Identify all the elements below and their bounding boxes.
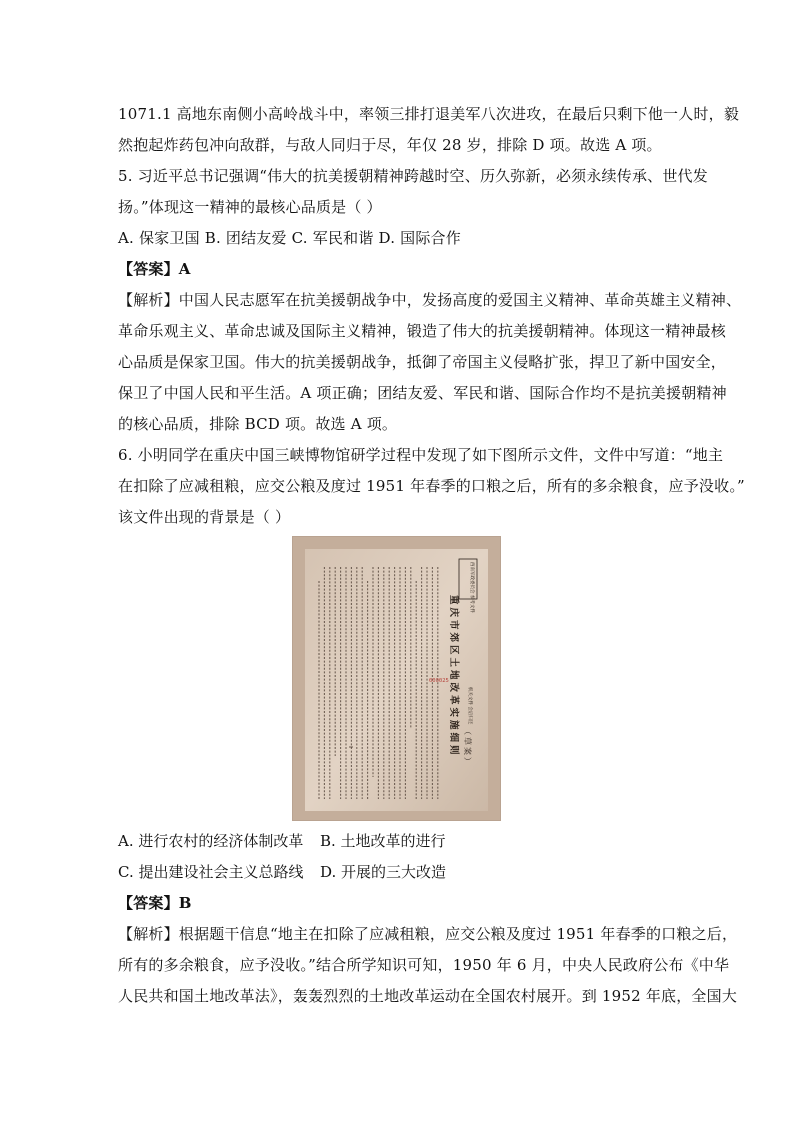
question-6-stem: 在扣除了应减租粮，应交公粮及度过 1951 年春季的口粮之后，所有的多余粮食，应予没收。” <box>118 477 745 495</box>
paragraph-line: 然抱起炸药包冲向敌群，与敌人同归于尽，年仅 28 岁，排除 D 项。故选 A 项。 <box>118 136 662 154</box>
document-title: 重庆市郊区土地改革实施细则 <box>448 595 459 758</box>
document-stamp-number: 000025 <box>429 678 449 684</box>
question-5-options: A. 保家卫国 B. 团结友爱 C. 军民和谐 D. 国际合作 <box>118 229 461 247</box>
question-6-answer: 【答案】B <box>118 894 192 912</box>
question-5-explanation: 的核心品质，排除 BCD 项。故选 A 项。 <box>118 415 398 433</box>
question-6-option-a: A. 进行农村的经济体制改革 <box>118 832 304 850</box>
question-6-option-b: B. 土地改革的进行 <box>320 832 446 850</box>
question-5-explanation: 【解析】中国人民志愿军在抗美援朝战争中，发扬高度的爱国主义精神、革命英雄主义精神、 <box>118 291 742 309</box>
question-6-explanation: 【解析】根据题干信息“地主在扣除了应减租粮，应交公粮及度过 1951 年春季的口粮之后， <box>118 925 738 943</box>
question-5-explanation: 心品质是保家卫国。伟大的抗美援朝战争，抵御了帝国主义侵略扩张，捍卫了新中国安全， <box>118 353 727 371</box>
question-6-explanation: 所有的多余粮食，应予没收。”结合所学知识可知，1950 年 6 月，中央人民政府公布《中华 <box>118 956 730 974</box>
document-box-label: 西南军政委员会 参考文件 <box>469 562 474 613</box>
question-5-explanation: 革命乐观主义、革命忠诚及国际主义精神，锻造了伟大的抗美援朝精神。体现这一精神最核 <box>118 322 727 340</box>
historical-document-image <box>292 536 501 821</box>
question-6-stem: 6. 小明同学在重庆中国三峡博物馆研学过程中发现了如下图所示文件，文件中写道：“地主 <box>118 446 724 464</box>
paragraph-line: 1071.1 高地东南侧小高岭战斗中，率领三排打退美军八次进攻，在最后只剩下他一人时，毅 <box>118 105 740 123</box>
question-6-explanation: 人民共和国土地改革法》，轰轰烈烈的土地改革运动在全国农村展开。到 1952 年底，全国大 <box>118 987 738 1005</box>
question-5-stem: 5. 习近平总书记强调“伟大的抗美援朝精神跨越时空、历久弥新，必须永续传承、世代发 <box>118 167 708 185</box>
document-right-note: 机关文件 会后归还 <box>467 687 472 725</box>
question-5-stem: 扬。”体现这一精神的最核心品质是（ ） <box>118 198 382 216</box>
question-6-option-c: C. 提出建设社会主义总路线 <box>118 863 304 881</box>
question-5-answer: 【答案】A <box>118 260 191 278</box>
question-6-option-d: D. 开展的三大改造 <box>320 863 447 881</box>
document-subtitle: （草案） <box>463 727 472 767</box>
question-5-explanation: 保卫了中国人民和平生活。A 项正确；团结友爱、军民和谐、国际合作均不是抗美援朝精神 <box>118 384 727 402</box>
question-6-stem: 该文件出现的背景是（ ） <box>118 508 291 526</box>
